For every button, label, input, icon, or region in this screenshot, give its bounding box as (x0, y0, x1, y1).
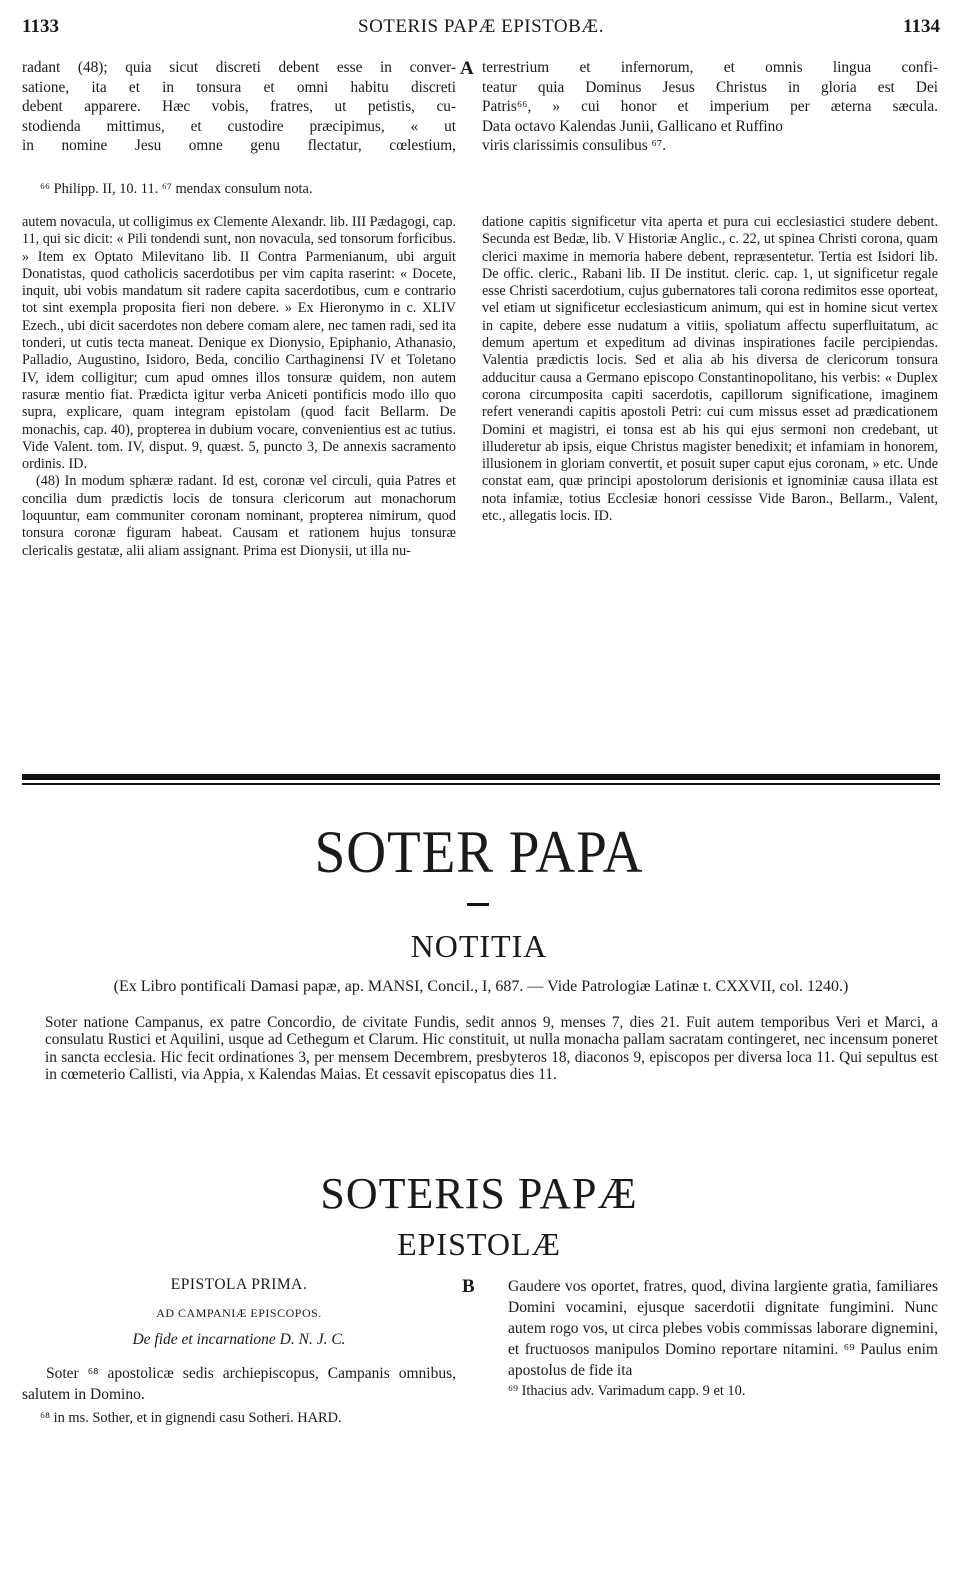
epistle-opening: Gaudere vos oportet, fratres, quod, divina largiente gratia, familiares Domini vocamini, ejusque sacerdotii dignitate fungimini. Nunc autem rogo vos, ut circa plebes vobis commissas laborare dignemini, et fructuosos manipulos Domino reportare nitamini. ⁶⁹ Paulus enim apostolus de fide ita (508, 1278, 938, 1379)
text-line: teatur quia Dominus Jesus Christus in gloria est Dei (482, 78, 938, 96)
note-paragraph: datione capitis significetur vita aperta et pura cui ecclesiastici studere debent. Secunda est Bedæ, lib. V Historiæ Anglic., c. 22, ut spinea Christi corona, quam clerici maxime in memoria habere debent, repræsentetur. Tertia est Isidori lib. De offic. cleric., Rabani lib. II De institut. cleric. cap. 1, ut significetur regale esse Christi sacerdotium, cujus gubernatores tali corona redimitos esse oporteat, vel etiam ut significetur ecclesiasticum animum, qui est in homine sicut vertex in capite, debere esse nudatum a vitiis, spoliatum affectu superfluitatum, ac demum apertum et expeditum ad divinas inspirationes facile percipiendas. Valentia prædictis locis. Sed et alia ab his diversa de clericorum tonsura adducitur causa a Germano episcopo Constantinopolitano, his verbis: « Duplex corona circumposita capiti sacerdotis, capillorum significatione, imaginem refert venerandi capitis apostoli Petri: cui cum missus esset ad prædicationem Domini et magistri, ei tonsa est ab his qui ejus sermoni non credebant, ut illuderetur ab ipsis, eique Christus magister benedixit; et infamiam in honorem, illusionem in gloriam convertit, et posuit super caput ejus coronam, » etc. Unde constat eam, quæ principi apostolorum derisionis et ignominiæ causa illata est nota infamiæ, totius Ecclesiæ honori cessisse Vide Baron., Bellarm., Valent, etc., allegatis locis. ID. (482, 214, 938, 525)
text-line: satione, ita et in tonsura et omni habitu discreti (22, 78, 456, 96)
text-line: Patris⁶⁶, » cui honor et imperium per æterna sæcula. (482, 98, 938, 116)
notes-left-column (22, 214, 456, 560)
epistle-salutation: Soter ⁶⁸ apostolicæ sedis archiepiscopus, Campanis omnibus, salutem in Domino. (22, 1365, 456, 1403)
epistolae-title: SOTERIS PAPÆ (320, 1169, 638, 1218)
page-number-left: 1133 (22, 16, 59, 37)
page-number-right: 1134 (903, 16, 940, 37)
notes-right-column (482, 214, 938, 525)
source-citation: (Ex Libro pontificali Damasi papæ, ap. MANSI, Concil., I, 687. — Vide Patrologiæ Latinæ t. CXXVII, col. 1240.) (113, 978, 849, 995)
epistle-right-column (508, 1276, 938, 1400)
text-line: radant (48); quia sicut discreti debent esse in conver- (22, 59, 456, 76)
text-line: viris clarissimis consulibus ⁶⁷. (482, 137, 667, 155)
title-dash (467, 903, 489, 906)
footnote-69: ⁶⁹ Ithacius adv. Varimadum capp. 9 et 10. (508, 1383, 746, 1399)
text-line: debent apparere. Hæc vobis, fratres, ut petistis, cu- (22, 98, 456, 116)
text-line: stodienda mittimus, et custodire præcipimus, « ut (22, 117, 456, 135)
text-line: in nomine Jesu omne genu flectatur, cœlestium, (22, 137, 456, 155)
running-header (22, 16, 940, 40)
divider-thin (22, 783, 940, 785)
divider-thick (22, 774, 940, 780)
notitia-body: Soter natione Campanus, ex patre Concordio, de civitate Fundis, sedit annos 9, menses 7, dies 21. Fuit autem temporibus Veri et Marci, a consulatu Rustici et Aquilini, usque ad Cethegum et Clarum. Hic constituit, ut nulla monacha pallam sacratam contingeret, nec incensum poneret in sancta ecclesia. Hic fecit ordinationes 3, per mensem Decembrem, presbyteros 18, diaconos 9, episcopos per diversa loca 11. Qui sepultus est in cœmeterio Callisti, via Appia, x Kalendas Maias. Et cessavit episcopatus dies 11. (45, 1014, 938, 1084)
section-subtitle: NOTITIA (410, 928, 548, 964)
epistolae-subtitle: EPISTOLÆ (397, 1226, 561, 1262)
footnote-68: ⁶⁸ in ms. Sother, et in gignendi casu Sotheri. HARD. (40, 1410, 342, 1426)
margin-letter-a: A (460, 58, 474, 79)
top-left-column (22, 58, 456, 156)
epistle-address: AD CAMPANIÆ EPISCOPOS. (156, 1306, 322, 1320)
note-paragraph: autem novacula, ut colligimus ex Clemente Alexandr. lib. III Pædagogi, cap. 11, qui sic dicit: « Pili tondendi sunt, non novacula, sed tonsorum forficibus. » Item ex Optato Milevitano lib. II Contra Parmenianum, ubi arguit Donatistas, quod catholicis sacerdotibus per vim capita raserint: « Docete, inquit, ubi vobis mandatum sit radere capita sacerdotibus, cum e contrario tot sint exempla proposita fieri non debere. » Ex Hieronymo in c. XLIV Ezech., ubi dicit sacerdotes non debere comam alere, nec tamen radi, sed ita tonderi, ut cutis tecta maneat. Denique ex Dionysio, Epiphanio, Athanasio, Palladio, Augustino, Isidoro, Beda, concilio Carthaginensi IV et Toletano IV, idem colligitur; cum apud omnes illos tonsuræ quidem, non autem rasuræ mentio fiat. Prædicta igitur verba Aniceti pontificis modo illo quo supra, explicare, quam integram epistolam (quod facit Bellarm. De monachis, cap. 40), propterea in dubium vocare, convenientius est ac tutius. Vide Valent. tom. IV, disput. 9, quæst. 5, puncto 3, De annexis sacramento ordinis. ID. (22, 214, 456, 473)
margin-letter-b: B (462, 1276, 475, 1297)
top-right-column (482, 58, 938, 156)
epistle-subject: De fide et incarnatione D. N. J. C. (132, 1331, 346, 1348)
text-line: terrestrium et infernorum, et omnis lingua confi- (482, 59, 938, 76)
section-title: SOTER PAPA (314, 819, 644, 885)
epistle-heading: EPISTOLA PRIMA. (170, 1276, 308, 1293)
text-line: Data octavo Kalendas Junii, Gallicano et Ruffino (482, 117, 783, 135)
footnote-66-67: ⁶⁶ Philipp. II, 10. 11. ⁶⁷ mendax consulum nota. (40, 181, 313, 197)
running-title: SOTERIS PAPÆ EPISTOBÆ. (358, 16, 604, 37)
epistle-left-column (22, 1276, 456, 1427)
note-paragraph-48: (48) In modum sphæræ radant. Id est, coronæ vel circuli, quia Patres et concilia dum prædictis locis de tonsura clericorum aut monachorum loquuntur, eam communiter coronam nominant, propterea nimirum, quod tonsura coronæ figuram habeat. Causam et rationem hujus tonsuræ clericalis gestatæ, alii aliam assignant. Prima est Dionysii, ut illa nu- (22, 473, 456, 559)
